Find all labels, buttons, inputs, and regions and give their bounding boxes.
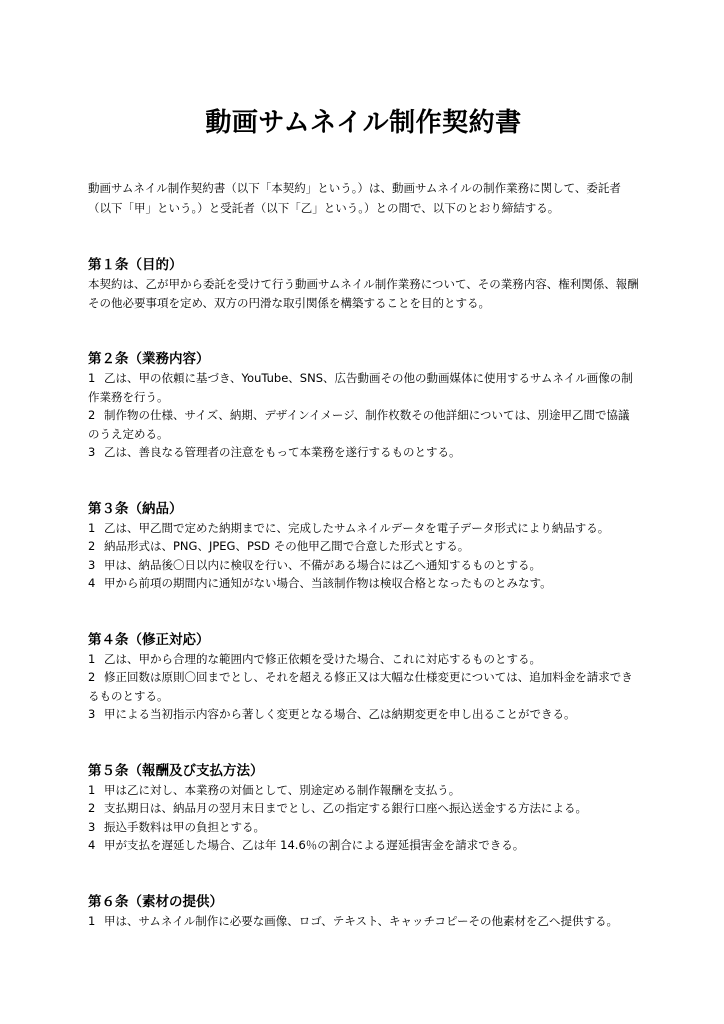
clause-text: 乙は、甲乙間で定めた納期までに、完成したサムネイルデータを電子データ形式により納品する。 xyxy=(104,520,610,535)
clause xyxy=(88,574,639,593)
article-4 xyxy=(88,630,639,724)
clause-number: 1 xyxy=(88,651,96,666)
clause xyxy=(88,369,639,406)
clause-number: 1 xyxy=(88,520,96,535)
clause-text: 甲による当初指示内容から著しく変更となる場合、乙は納期変更を申し出ることができる。 xyxy=(104,707,576,721)
clause-text: 納品形式は、PNG、JPEG、PSD その他甲乙間で合意した形式とする。 xyxy=(104,539,470,553)
clause-number: 1 xyxy=(88,782,96,797)
clause-number: 2 xyxy=(88,801,96,815)
clause-text: 修正回数は原則〇回までとし、それを超える修正又は大幅な仕様変更については、追加料金を請求できるものとする。 xyxy=(88,670,633,703)
clause xyxy=(88,818,639,837)
clause-text: 振込手数料は甲の負担とする。 xyxy=(104,819,265,834)
clause-text: 制作物の仕様、サイズ、納期、デザインイメージ、制作枚数その他詳細については、別途甲乙間で協議のうえ定める。 xyxy=(88,408,630,441)
clause xyxy=(88,799,639,818)
article-3 xyxy=(88,499,639,593)
clause-number: 3 xyxy=(88,557,96,572)
article-heading: 第２条（業務内容） xyxy=(88,351,210,367)
article-heading: 第１条（目的） xyxy=(88,257,183,273)
article-6 xyxy=(88,892,639,931)
clause xyxy=(88,443,639,462)
clause xyxy=(88,519,639,538)
clause-text: 乙は、善良なる管理者の注意をもって本業務を遂行するものとする。 xyxy=(104,445,461,459)
article-body: 本契約は、乙が甲から委託を受けて行う動画サムネイル制作業務について、その業務内容、権利関係、報酬その他必要事項を定め、双方の円滑な取引関係を構築することを目的とする。 xyxy=(88,277,639,310)
clause-text: 乙は、甲の依頼に基づき、YouTube、SNS、広告動画その他の動画媒体に使用するサムネイル画像の制作業務を行う。 xyxy=(88,371,633,404)
clause-text: 甲は、納品後〇日以内に検収を行い、不備がある場合には乙へ通知するものとする。 xyxy=(104,557,541,572)
document-title: 動画サムネイル制作契約書 xyxy=(205,108,522,138)
clause-text: 甲が支払を遅延した場合、乙は年 14.6％の割合による遅延損害金を請求できる。 xyxy=(104,838,525,852)
article-heading: 第３条（納品） xyxy=(88,500,183,517)
clause xyxy=(88,912,639,931)
clause xyxy=(88,668,639,705)
clause-number: 1 xyxy=(88,371,96,385)
clause-number: 4 xyxy=(88,576,96,590)
clause-number: 3 xyxy=(88,707,96,721)
clause-number: 2 xyxy=(88,539,96,553)
clause-text: 支払期日は、納品月の翌月末日までとし、乙の指定する銀行口座へ振込送金する方法による。 xyxy=(104,801,587,815)
preamble: 動画サムネイル制作契約書（以下「本契約」という。）は、動画サムネイルの制作業務に関して、委託者（以下「甲」という。）と受託者（以下「乙」という。）との間で、以下のとおり締結する。 xyxy=(88,181,621,215)
article-5 xyxy=(88,761,639,855)
clause xyxy=(88,406,639,443)
article-heading: 第５条（報酬及び支払方法） xyxy=(88,762,264,779)
clause-number: 3 xyxy=(88,445,96,459)
clause-text: 甲は、サムネイル制作に必要な画像、ロゴ、テキスト、キャッチコピーその他素材を乙へ提供する。 xyxy=(104,913,619,928)
clause xyxy=(88,537,639,556)
clause-number: 2 xyxy=(88,670,96,684)
clause xyxy=(88,781,639,800)
articles-container xyxy=(88,255,639,930)
clause-number: 3 xyxy=(88,819,96,834)
clause xyxy=(88,650,639,669)
clause xyxy=(88,705,639,724)
article-heading: 第４条（修正対応） xyxy=(88,631,210,648)
article-1 xyxy=(88,255,639,312)
article-heading: 第６条（素材の提供） xyxy=(88,893,223,910)
clause-text: 乙は、甲から合理的な範囲内で修正依頼を受けた場合、これに対応するものとする。 xyxy=(104,651,541,666)
clause-number: 4 xyxy=(88,838,96,852)
clause xyxy=(88,836,639,855)
clause-text: 甲から前項の期間内に通知がない場合、当該制作物は検収合格となったものとみなす。 xyxy=(104,576,552,590)
clause-number: 1 xyxy=(88,913,96,928)
clause-number: 2 xyxy=(88,408,96,422)
article-2 xyxy=(88,349,639,462)
clause xyxy=(88,556,639,575)
clause-text: 甲は乙に対し、本業務の対価として、別途定める制作報酬を支払う。 xyxy=(104,782,461,797)
